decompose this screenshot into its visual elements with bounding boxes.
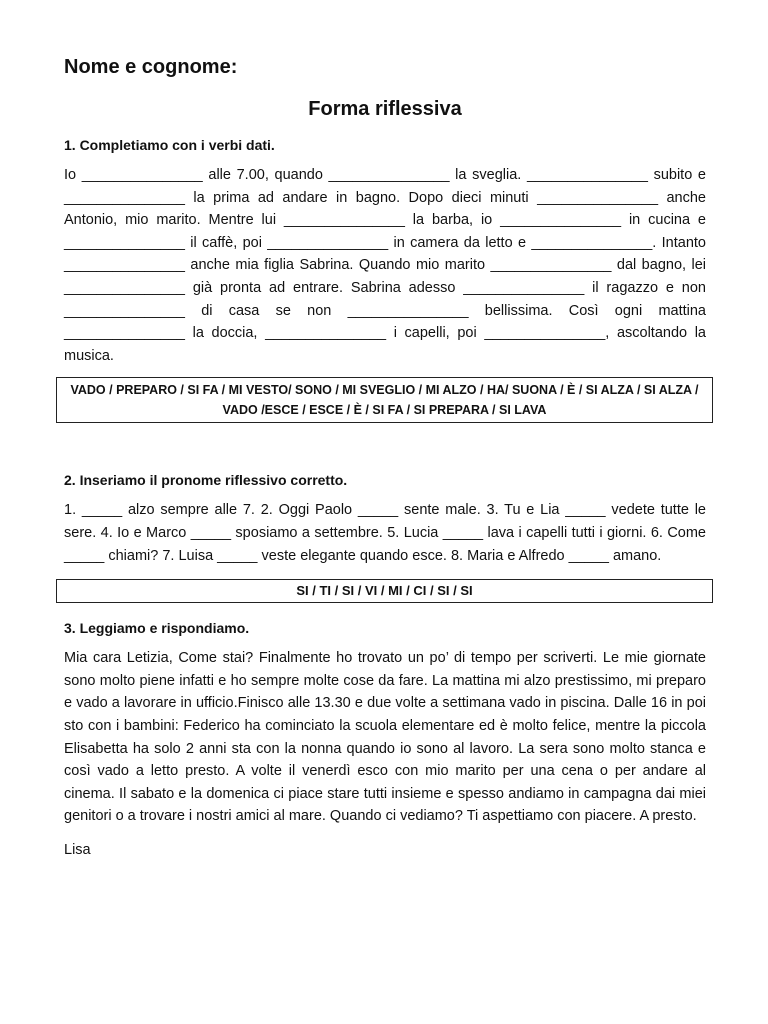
exercise-2 <box>64 471 706 603</box>
exercise-1-heading: 1. Completiamo con i verbi dati. <box>64 137 275 153</box>
exercise-2-text: 1. _____ alzo sempre alle 7. 2. Oggi Paolo _____ sente male. 3. Tu e Lia _____ vedete tutte le sere. 4. Io e Marco _____ sposiamo a settembre. 5. Lucia _____ lava i capelli tutti i giorni. 6. Come _____ chiami? 7. Luisa _____ veste elegante quando esce. 8. Maria e Alfredo _____ amano. <box>64 502 706 564</box>
worksheet-page <box>64 54 706 860</box>
name-label: Nome e cognome: <box>64 56 238 78</box>
exercise-1-word-bank: VADO / PREPARO / SI FA / MI VESTO/ SONO / MI SVEGLIO / MI ALZO / HA/ SUONA / È / SI ALZA / SI ALZA / VADO /ESCE / ESCE / È / SI FA / SI PREPARA / SI LAVA <box>56 377 713 423</box>
letter-signature: Lisa <box>64 841 91 858</box>
exercise-1-text: Io _______________ alle 7.00, quando _______________ la sveglia. _______________ subito e _______________ la prima ad andare in bagno. Dopo dieci minuti _______________ anche Antonio, mio marito. Mentre lui _______________ la barba, io _______________ in cucina e _______________ il caffè, poi _______________ in camera da letto e _______________. Intanto _______________ anche mia figlia Sabrina. Quando mio marito _______________ dal bagno, lei _______________ già pronta ad entrare. Sabrina adesso _______________ il ragazzo e non _______________ di casa se non _______________ bellissima. Così ogni mattina _______________ la doccia, _______________ i capelli, poi _______________, ascoltando la musica. <box>64 167 706 364</box>
exercise-2-heading: 2. Inseriamo il pronome riflessivo corretto. <box>64 472 348 489</box>
page-title: Forma riflessiva <box>308 98 462 120</box>
exercise-3-letter: Mia cara Letizia, Come stai? Finalmente ho trovato un po’ di tempo per scriverti. Le mie giornate sono molto piene infatti e ho sempre molte cose da fare. La mattina mi alzo prestissimo, mi preparo e vado a lavorare in ufficio.Finisco alle 13.30 e due volte a settimana vado in piscina. Dalle 16 in poi sto con i bambini: Federico ha cominciato la scuola elementare ed è molto felice, mentre la piccola Elisabetta ha solo 2 anni sta con la nonna quando io sono al lavoro. La sera sono molto stanca e così vado a letto presto. A volte il venerdì esco con mio marito per una cena o per andare al cinema. Il sabato e la domenica ci piace stare tutti insieme e spesso andiamo in campagna dai miei genitori o a trovare i nostri amici al mare. Quando ci vediamo? Ti aspettiamo con piacere. A presto. <box>64 650 706 825</box>
exercise-1 <box>64 136 706 423</box>
exercise-2-word-bank: SI / TI / SI / VI / MI / CI / SI / SI <box>56 579 713 603</box>
exercise-3 <box>64 619 706 860</box>
exercise-3-heading: 3. Leggiamo e rispondiamo. <box>64 620 250 637</box>
